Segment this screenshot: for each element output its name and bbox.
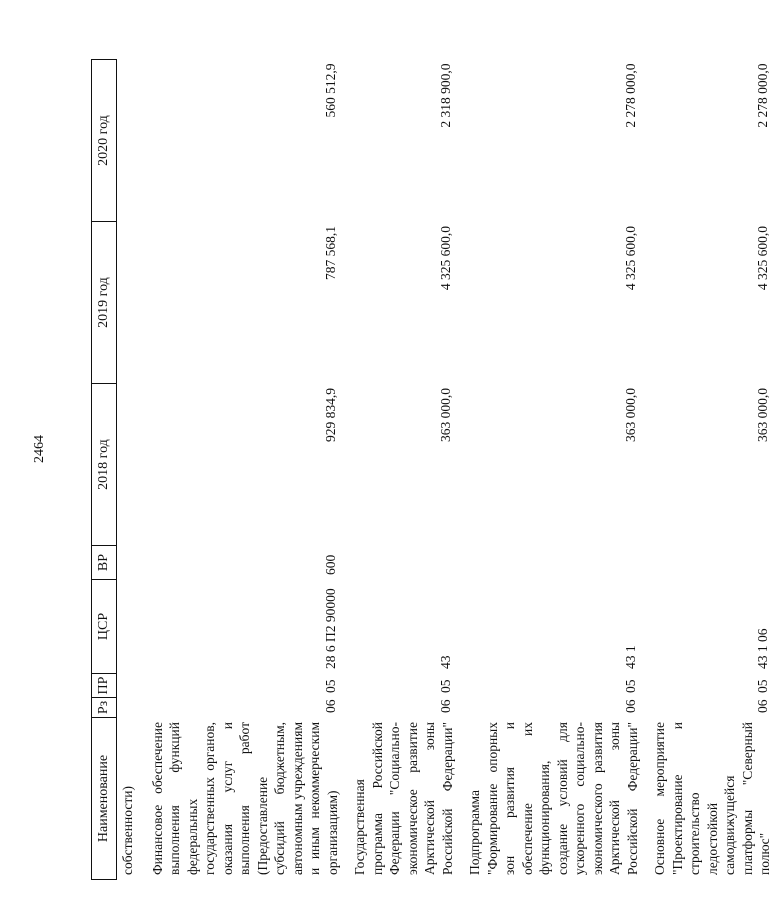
- table-row: [341, 60, 456, 880]
- row-pr: 05: [755, 679, 770, 693]
- table-header-row: [92, 60, 117, 880]
- row-2020: [117, 60, 139, 222]
- row-2019: 4 325 600,0: [437, 226, 453, 291]
- row-2018: 929 834,9: [322, 388, 338, 442]
- table-row: [139, 60, 342, 880]
- header-2020: 2020 год: [92, 60, 117, 222]
- row-pr: 05: [437, 679, 453, 693]
- row-csr: [117, 580, 139, 674]
- header-csr: ЦСР: [92, 580, 117, 674]
- header-name: Наименование: [92, 718, 117, 880]
- header-vr: ВР: [92, 546, 117, 580]
- row-rz: 06: [437, 699, 453, 713]
- row-csr: 43: [437, 655, 453, 669]
- table-row: [117, 60, 139, 880]
- row-2020: 560 512,9: [322, 63, 338, 118]
- row-2019: 4 325 600,0: [622, 226, 638, 291]
- rotated-table-container: [91, 60, 772, 880]
- row-name: Основное мероприятие "Проектирование и строительство ледостойкой самодвижущейся платформы "Северный полюс": [652, 722, 772, 875]
- row-pr: [117, 674, 139, 698]
- row-2018: 363 000,0: [437, 388, 453, 442]
- row-vr: [341, 546, 456, 580]
- header-2018: 2018 год: [92, 384, 117, 546]
- budget-table: [91, 59, 774, 880]
- row-vr: 600: [322, 554, 338, 575]
- row-pr: 05: [322, 679, 338, 693]
- row-rz: 06: [322, 699, 338, 713]
- row-vr: [641, 546, 774, 580]
- row-csr: 43 1 06: [755, 628, 770, 669]
- row-2020: 2 278 000,0: [622, 63, 638, 128]
- row-name: Подпрограмма "Формирование опорных зон развития и обеспечение их функционирования, создание условий для ускоренного социально-экономического развития Арктической зоны Российской Федерации": [467, 722, 640, 875]
- table-row: [641, 60, 774, 880]
- row-2018: [117, 384, 139, 546]
- header-rz: Рз: [92, 698, 117, 718]
- row-pr: 05: [622, 679, 638, 693]
- row-csr: 43 1: [622, 645, 638, 669]
- row-vr: [117, 546, 139, 580]
- row-name: собственности): [120, 786, 135, 875]
- row-vr: [456, 546, 641, 580]
- table-row: [456, 60, 641, 880]
- row-name: Государственная программа Российской Федерации "Социально-экономическое развитие Арктической зоны Российской Федерации": [352, 722, 455, 875]
- row-2018: 363 000,0: [622, 388, 638, 442]
- row-rz: 06: [622, 699, 638, 713]
- page-number: 2464: [32, 435, 47, 463]
- row-rz: 06: [755, 699, 770, 713]
- header-pr: ПР: [92, 674, 117, 698]
- row-2018: 363 000,0: [755, 388, 770, 442]
- row-2020: 2 278 000,0: [755, 63, 770, 128]
- row-2019: 787 568,1: [322, 226, 338, 280]
- row-rz: [117, 698, 139, 718]
- row-2020: 2 318 900,0: [437, 63, 453, 128]
- row-name: Финансовое обеспечение выполнения функций федеральных государственных органов, оказания услуг и выполнения работ (Предоставление субсидий бюджетным, автономным учреждениям и иным некоммерческим организациям): [149, 722, 340, 875]
- row-2019: 4 325 600,0: [755, 226, 770, 291]
- header-2019: 2019 год: [92, 222, 117, 384]
- row-csr: 28 6 П2 90000: [322, 588, 338, 669]
- row-2019: [117, 222, 139, 384]
